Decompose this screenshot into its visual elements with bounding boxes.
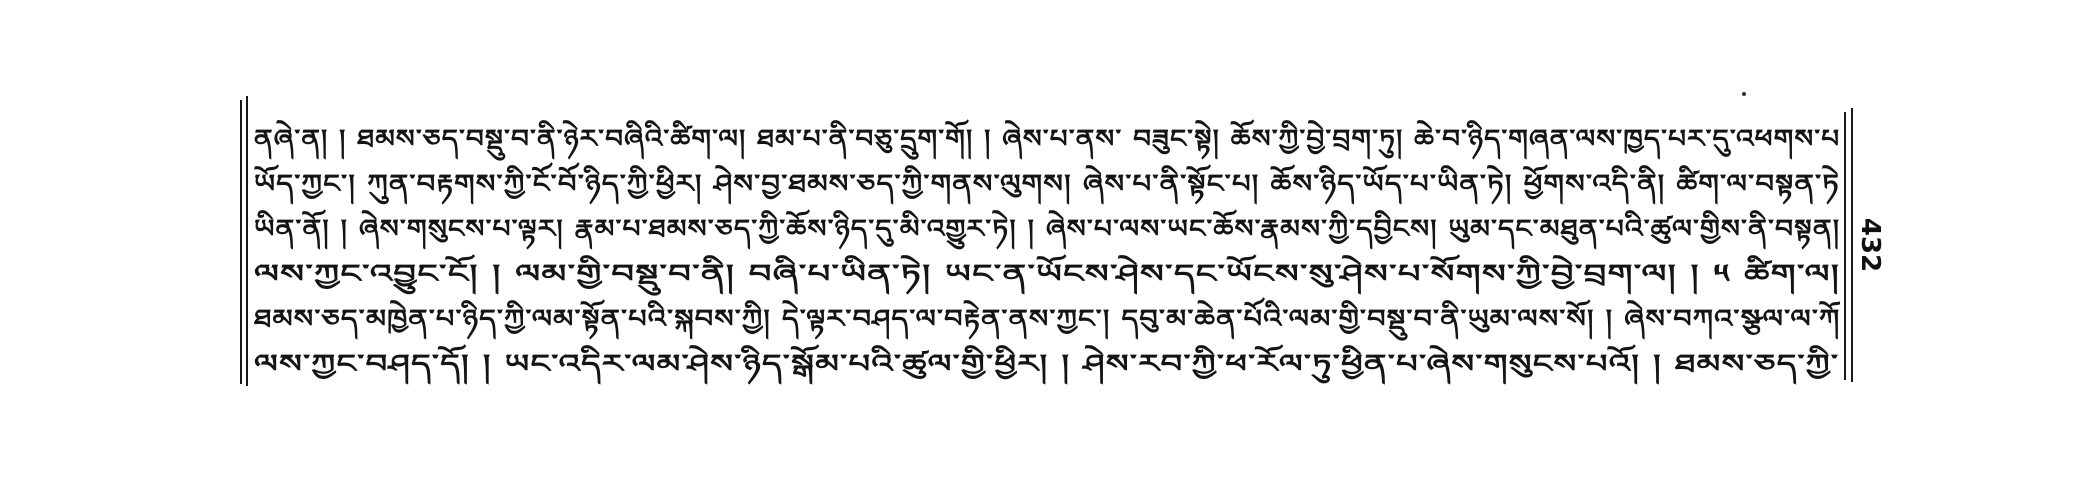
text-line-1 [254, 116, 1840, 161]
text-line-1-content: ནཞེ་ན། ། ཐམས་ཅད་བསྡུ་བ་ནི་ཉེར་བཞིའི་ཚིག་ལ། ཐམ་པ་ནི་བཅུ་དྲུག་གོ། ། ཞེས་པ་ནས་ བཟུང་སྟེ། ཆོས་ཀྱི་བྱེ་བྲག་ཏུ། ཆེ་བ་ཉིད་གཞན་ལས་ཁྱད་པར་དུ་འཕགས་པ [254, 124, 1840, 153]
right-border-inner [1844, 112, 1846, 380]
text-block [254, 116, 1840, 386]
right-border-outer [1851, 108, 1853, 382]
left-border-outer [246, 96, 248, 386]
text-line-5 [254, 296, 1840, 341]
text-line-6 [254, 341, 1840, 386]
text-line-3-content: ཡིན་ནོ། ། ཞེས་གསུངས་པ་ལྟར། རྣམ་པ་ཐམས་ཅད་ཀྱི་ཆོས་ཉིད་དུ་མི་འགྱུར་ཏེ། ། ཞེས་པ་ལས་ཡང་ཆོས་རྣམས་ཀྱི་དབྱིངས། ཡུམ་དང་མཐུན་པའི་ཚུལ་གྱིས་ནི་བསྟན། [254, 214, 1840, 243]
text-line-3 [254, 206, 1840, 251]
text-line-2-content: ཡོད་ཀྱང་། ཀུན་བརྟགས་ཀྱི་ངོ་བོ་ཉིད་ཀྱི་ཕྱིར། ཤེས་བྱ་ཐམས་ཅད་ཀྱི་གནས་ལུགས། ཞེས་པ་ནི་སྟོང་པ། ཆོས་ཉིད་ཡོད་པ་ཡིན་ཏེ། ཕྱོགས་འདི་ནི། ཚིག་ལ་བསྟན་ཏེ [254, 169, 1840, 198]
text-line-4-content: ལས་ཀྱང་འབྱུང་ངོ། ། ལམ་གྱི་བསྡུ་བ་ནི། བཞི་པ་ཡིན་ཏེ། ཡང་ན་ཡོངས་ཤེས་དང་ཡོངས་སུ་ཤེས་པ་སོགས་ཀྱི་བྱེ་བྲག་ལ། ། ༥ ཚིག་ལ། [254, 259, 1840, 288]
text-line-5-content: ཐམས་ཅད་མཁྱེན་པ་ཉིད་ཀྱི་ལམ་སྟོན་པའི་སྐབས་ཀྱི། དེ་ལྟར་བཤད་ལ་བརྟེན་ནས་ཀྱང་། དབུ་མ་ཆེན་པོའི་ལམ་གྱི་བསྡུ་བ་ནི་ཡུམ་ལས་སོ། ། ཞེས་བཀའ་སྩལ་ལ་ཀོ [254, 304, 1840, 333]
folio-number-text: 432 [1855, 217, 1885, 273]
text-line-2 [254, 161, 1840, 206]
left-border-inner [240, 100, 242, 384]
text-line-4 [254, 251, 1840, 296]
text-line-6-content: ལས་ཀྱང་བཤད་དོ། ། ཡང་འདིར་ལམ་ཤེས་ཉིད་སྒོམ་པའི་ཚུལ་གྱི་ཕྱིར། ། ཤེས་རབ་ཀྱི་ཕ་རོལ་ཏུ་ཕྱིན་པ་ཞེས་གསུངས་པའོ། ། ཐམས་ཅད་ཀྱི་ [254, 349, 1840, 378]
folio-number [1855, 214, 1885, 274]
ink-speck [1742, 92, 1746, 96]
